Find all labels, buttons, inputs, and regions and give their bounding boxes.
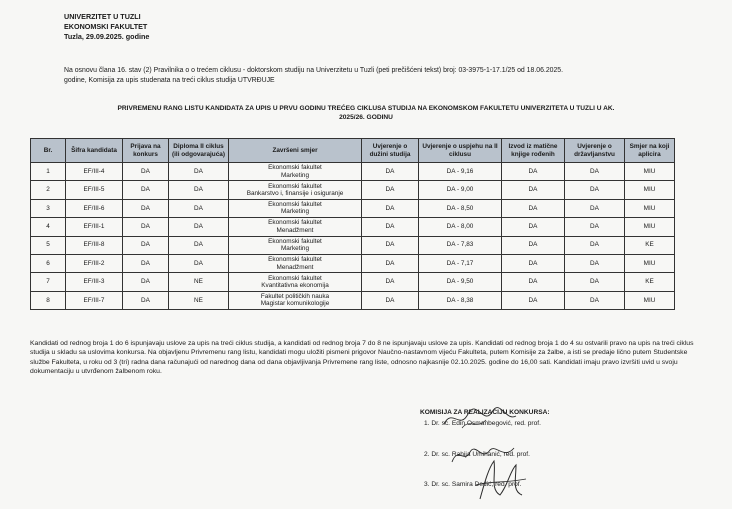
cell-prijava: DA <box>123 236 169 254</box>
cell-uspjeh: DA - 9,50 <box>419 273 502 291</box>
cell-smjer: MIU <box>625 163 675 181</box>
zavrseni-smjer: Magistar komunikologije <box>260 300 330 308</box>
cell-drzavljanstvo: DA <box>565 273 625 291</box>
zavrseni-fakultet: Ekonomski fakultet <box>268 201 322 209</box>
table-row <box>31 254 675 272</box>
zavrseni-smjer: Bankarstvo i, finansije i osiguranje <box>246 190 344 198</box>
col-header-uspjeh: Uvjerenje o uspjehu na II ciklusu <box>419 139 502 163</box>
cell-diploma: NE <box>169 273 229 291</box>
cell-izvod: DA <box>502 163 565 181</box>
cell-uvjerenje: DA <box>362 291 419 309</box>
cell-uspjeh: DA - 9,00 <box>419 181 502 199</box>
table-row <box>31 199 675 217</box>
cell-diploma: DA <box>169 218 229 236</box>
cell-prijava: DA <box>123 291 169 309</box>
cell-uspjeh: DA - 9,16 <box>419 163 502 181</box>
cell-prijava: DA <box>123 273 169 291</box>
cell-izvod: DA <box>502 181 565 199</box>
col-header-drzavljanstvo: Uvjerenje o državljanstvu <box>565 139 625 163</box>
signature-3 <box>470 455 530 505</box>
commission-title: KOMISIJA ZA REALIZACIJU KONKURSA: <box>420 409 550 416</box>
cell-smjer: KE <box>625 273 675 291</box>
cell-sifra: EF/III-6 <box>66 199 123 217</box>
zavrseni-fakultet: Ekonomski fakultet <box>268 274 322 282</box>
zavrseni-smjer: Menadžment <box>276 263 314 271</box>
intro-paragraph: Na osnovu člana 16. stav (2) Pravilnika o o trećem ciklusu - doktorskom studiju na Univerzitetu u Tuzli (peti prečišćeni tekst) broj: 03-3975-1-17.1/25 od 18.06.2025. godine, Komisija za upis studenata na treći ciklus studija UTVRĐUJE <box>64 67 564 84</box>
col-header-prijava: Prijava na konkurs <box>123 139 169 163</box>
table-row <box>31 236 675 254</box>
zavrseni-smjer: Marketing <box>280 171 310 179</box>
cell-br: 8 <box>31 291 66 309</box>
cell-prijava: DA <box>123 199 169 217</box>
cell-izvod: DA <box>502 254 565 272</box>
zavrseni-smjer: Marketing <box>280 208 310 216</box>
faculty-name: EKONOMSKI FAKULTET <box>64 22 148 31</box>
cell-zavrseni-smjer <box>229 199 362 217</box>
zavrseni-fakultet: Ekonomski fakultet <box>268 237 322 245</box>
cell-uvjerenje: DA <box>362 236 419 254</box>
col-header-smjer: Smjer na koji aplicira <box>625 139 675 163</box>
cell-prijava: DA <box>123 218 169 236</box>
col-header-diploma: Diploma II ciklus (ili odgovarajuća) <box>169 139 229 163</box>
zavrseni-fakultet: Ekonomski fakultet <box>268 256 322 264</box>
cell-drzavljanstvo: DA <box>565 218 625 236</box>
cell-diploma: DA <box>169 254 229 272</box>
cell-uvjerenje: DA <box>362 199 419 217</box>
cell-diploma: DA <box>169 181 229 199</box>
cell-br: 1 <box>31 163 66 181</box>
zavrseni-fakultet: Ekonomski fakultet <box>268 219 322 227</box>
cell-izvod: DA <box>502 218 565 236</box>
zavrseni-fakultet: Fakultet političkih nauka <box>260 293 330 301</box>
cell-sifra: EF/III-8 <box>66 236 123 254</box>
university-name: UNIVERZITET U TUZLI <box>64 12 141 21</box>
cell-smjer: MIU <box>625 218 675 236</box>
cell-sifra: EF/III-1 <box>66 218 123 236</box>
cell-smjer: MIU <box>625 254 675 272</box>
cell-br: 4 <box>31 218 66 236</box>
cell-smjer: MIU <box>625 181 675 199</box>
rank-list-table <box>30 138 675 310</box>
place-date: Tuzla, 29.09.2025. godine <box>64 32 150 41</box>
cell-uvjerenje: DA <box>362 273 419 291</box>
cell-izvod: DA <box>502 273 565 291</box>
cell-drzavljanstvo: DA <box>565 181 625 199</box>
cell-zavrseni-smjer <box>229 291 362 309</box>
cell-diploma: NE <box>169 291 229 309</box>
closing-paragraph: Kandidati od rednog broja 1 do 6 ispunjavaju uslove za upis na treći ciklus studija, a kandidati od rednog broja 7 do 8 ne ispunjavaju uslove za upis. Kandidati od rednog broja 1 do 4 su ostvarili pravo na upis na treći ciklus studija u skladu sa uslovima konkursa. Na objavljenu Privremenu rang listu, kandidati mogu uložiti pismeni prigovor Naučno-nastavnom vijeću Fakulteta, putem Komisije za žalbe, a isti se predaje lično putem Studentske službe Fakulteta, u roku od 3 (tri) radna dana računajući od narednog dana od dana objavljivanja Privremene rang liste, odnosno najkasnije 02.10.2025. godine do 16,00 sati. Kandidati imaju pravo izvršiti uvid u svoju dokumentaciju u utvrđenom žalbenom roku. <box>30 340 694 376</box>
table-header-row <box>31 139 675 163</box>
cell-sifra: EF/III-7 <box>66 291 123 309</box>
rank-list-body <box>31 163 675 310</box>
cell-drzavljanstvo: DA <box>565 291 625 309</box>
cell-br: 3 <box>31 199 66 217</box>
cell-uspjeh: DA - 7,83 <box>419 236 502 254</box>
commission-member-1: 1. Dr. sc. Edin Osmanbegović, red. prof. <box>424 420 541 427</box>
cell-zavrseni-smjer <box>229 236 362 254</box>
cell-drzavljanstvo: DA <box>565 163 625 181</box>
cell-smjer: MIU <box>625 291 675 309</box>
commission-member-2: 2. Dr. sc. Rahija Umihanić, red. prof. <box>424 451 530 458</box>
zavrseni-fakultet: Ekonomski fakultet <box>268 182 322 190</box>
decision-title-line2: 2025/26. GODINU <box>339 114 393 121</box>
cell-uvjerenje: DA <box>362 254 419 272</box>
signature-1 <box>440 404 520 434</box>
cell-zavrseni-smjer <box>229 218 362 236</box>
table-row <box>31 291 675 309</box>
table-row <box>31 273 675 291</box>
zavrseni-smjer: Kvantitativna ekonomija <box>261 282 329 290</box>
col-header-zavrseni-smjer: Završeni smjer <box>229 139 362 163</box>
cell-uvjerenje: DA <box>362 218 419 236</box>
table-row <box>31 163 675 181</box>
cell-izvod: DA <box>502 291 565 309</box>
col-header-sifra: Šifra kandidata <box>66 139 123 163</box>
decision-title-line1: PRIVREMENU RANG LISTU KANDIDATA ZA UPIS U PRVU GODINU TREĆEG CIKLUSA STUDIJA NA EKONOMSKOM FAKULTETU UNIVERZITETA U TUZLI U AK. <box>117 105 615 112</box>
cell-uspjeh: DA - 7,17 <box>419 254 502 272</box>
cell-diploma: DA <box>169 236 229 254</box>
cell-br: 2 <box>31 181 66 199</box>
cell-uspjeh: DA - 8,50 <box>419 199 502 217</box>
cell-sifra: EF/III-4 <box>66 163 123 181</box>
zavrseni-fakultet: Ekonomski fakultet <box>268 164 322 172</box>
commission-member-3: 3. Dr. sc. Samira Dedić, red. prof. <box>424 481 522 488</box>
cell-diploma: DA <box>169 163 229 181</box>
document-header <box>64 12 149 42</box>
table-row <box>31 181 675 199</box>
decision-title <box>30 104 702 122</box>
cell-uspjeh: DA - 8,38 <box>419 291 502 309</box>
zavrseni-smjer: Marketing <box>280 245 310 253</box>
cell-zavrseni-smjer <box>229 254 362 272</box>
cell-izvod: DA <box>502 199 565 217</box>
cell-drzavljanstvo: DA <box>565 254 625 272</box>
cell-br: 6 <box>31 254 66 272</box>
cell-izvod: DA <box>502 236 565 254</box>
cell-uvjerenje: DA <box>362 181 419 199</box>
cell-drzavljanstvo: DA <box>565 199 625 217</box>
cell-drzavljanstvo: DA <box>565 236 625 254</box>
table-row <box>31 218 675 236</box>
cell-br: 5 <box>31 236 66 254</box>
cell-zavrseni-smjer <box>229 181 362 199</box>
cell-prijava: DA <box>123 163 169 181</box>
cell-diploma: DA <box>169 199 229 217</box>
cell-zavrseni-smjer <box>229 273 362 291</box>
cell-sifra: EF/III-3 <box>66 273 123 291</box>
cell-uspjeh: DA - 8,00 <box>419 218 502 236</box>
col-header-izvod: Izvod iz matične knjige rođenih <box>502 139 565 163</box>
cell-prijava: DA <box>123 181 169 199</box>
col-header-br: Br. <box>31 139 66 163</box>
cell-smjer: KE <box>625 236 675 254</box>
cell-uvjerenje: DA <box>362 163 419 181</box>
cell-prijava: DA <box>123 254 169 272</box>
cell-sifra: EF/III-5 <box>66 181 123 199</box>
cell-zavrseni-smjer <box>229 163 362 181</box>
cell-br: 7 <box>31 273 66 291</box>
cell-sifra: EF/III-2 <box>66 254 123 272</box>
col-header-uvjerenje: Uvjerenje o dužini studija <box>362 139 419 163</box>
cell-smjer: MIU <box>625 199 675 217</box>
zavrseni-smjer: Menadžment <box>276 226 314 234</box>
